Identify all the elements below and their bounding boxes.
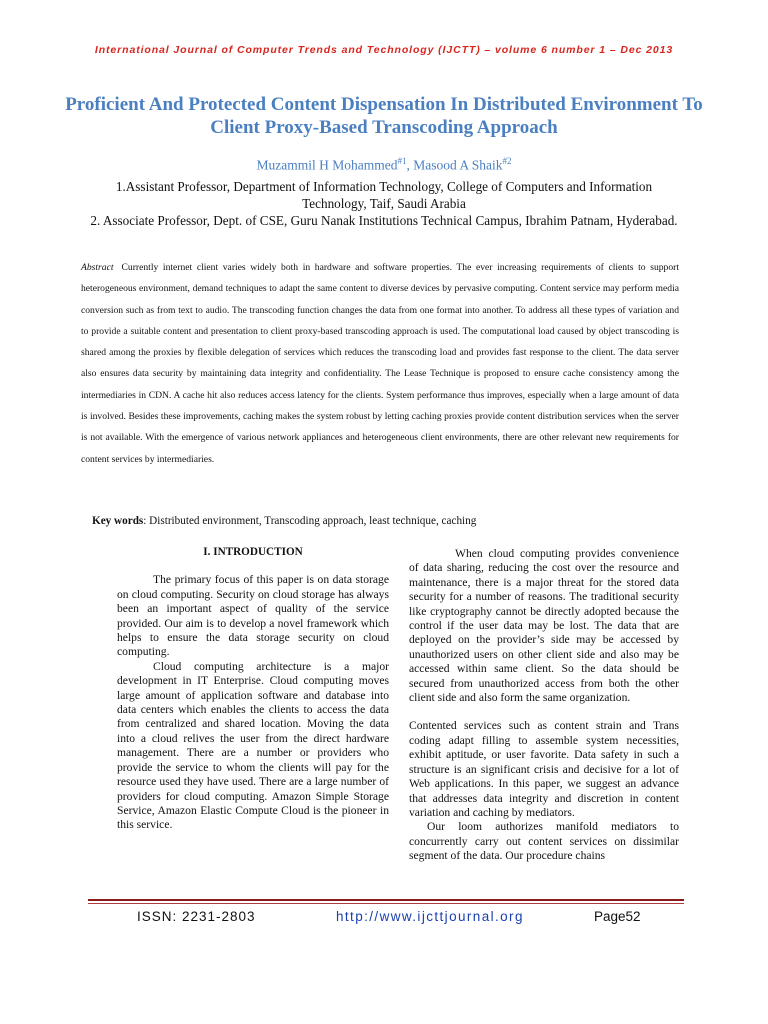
paragraph: Our loom authorizes manifold mediators to concurrently carry out content services on dissimilar segment of the data. Our procedure chains bbox=[409, 820, 679, 863]
section-heading-introduction: I. INTRODUCTION bbox=[203, 546, 303, 558]
abstract-text: Currently internet client varies widely both in hardware and software properties. The ever increasing requirements of clients to support heterogeneous environment, demand techniques to adapt the same content to diverse devices by pervasive computing. Content service may perform media conversion such as from text to audio. The transcoding function changes the data from one format into another. To address all these types of variation and to provide a suitable content and presentation to client proxy-based transcoding approach is used. The computational load caused by object transcoding is shared among the proxies by flexible delegation of services which reduces the transcoding load and provides fast response to the client. The data server also ensures data security by maintaining data integrity and confidentiality. The Lease Technique is proposed to ensure cache consistency among the intermediaries in CDN. A cache hit also reduces access latency for the clients. System performance thus improves, especially when a large amount of data is involved. Besides these improvements, caching makes the system robust by letting caching proxies provide content distribution services when the server is not available. With the emergence of various network appliances and heterogeneous client environments, there are other relevant new requirements for content services by intermediaries. bbox=[81, 262, 679, 465]
paragraph-gap bbox=[409, 705, 679, 719]
paper-title: Proficient And Protected Content Dispensation In Distributed Environment To Client Proxy-Based Transcoding Approach bbox=[65, 94, 703, 138]
abstract-label: Abstract bbox=[81, 262, 114, 273]
author-line bbox=[0, 156, 768, 174]
abstract bbox=[81, 257, 679, 470]
affiliation-2: 2. Associate Professor, Dept. of CSE, Guru Nanak Institutions Technical Campus, Ibrahim Patnam, Hyderabad. bbox=[90, 213, 678, 228]
affiliation-1: 1.Assistant Professor, Department of Information Technology, College of Computers and Information Technology, Taif, Saudi Arabia bbox=[115, 179, 653, 211]
paragraph: The primary focus of this paper is on data storage on cloud computing. Security on cloud storage has always been an important aspect of quality of the service provided. Our aim is to develop a novel framework which helps to ensure the data storage security on cloud computing. bbox=[117, 573, 389, 659]
journal-url-link[interactable]: http://www.ijcttjournal.org bbox=[336, 909, 524, 924]
footer-rule bbox=[88, 899, 684, 901]
keywords-text: : Distributed environment, Transcoding approach, least technique, caching bbox=[143, 515, 477, 527]
page-number: Page52 bbox=[594, 909, 641, 924]
left-column bbox=[117, 545, 389, 833]
author-2-superscript: #2 bbox=[502, 156, 512, 166]
keywords bbox=[92, 515, 692, 527]
author-1-superscript: #1 bbox=[397, 156, 407, 166]
author-1: Muzammil H Mohammed bbox=[256, 157, 398, 173]
paragraph: Cloud computing architecture is a major development in IT Enterprise. Cloud computing moves large amount of application software and database into data centers which enables the clients to access the data from centralized and shared location. Moving the data into a cloud relives the user from the direct hardware management. There are a number or providers who provide the service to whom the clients will pay for the resource used they have used. There are a large number of providers for cloud computing. Amazon Simple Storage Service, Amazon Elastic Compute Cloud is the pioneer in this service. bbox=[117, 659, 389, 832]
paragraph: Contented services such as content strain and Trans coding adapt filling to assemble system necessities, exhibit aptitude, or user favorite. Data safety in such a structure is an significant crisis and decisive for a lot of Web applications. In this paper, we suggest an advance that addresses data integrity and discretion in content variation and caching by mediators. bbox=[409, 719, 679, 819]
issn-number: ISSN: 2231-2803 bbox=[137, 909, 256, 924]
journal-header: International Journal of Computer Trends and Technology (IJCTT) – volume 6 number 1 – Dec 2013 bbox=[94, 44, 674, 56]
paragraph: When cloud computing provides convenience of data sharing, reducing the cost over the resource and maintenance, there is a major threat for the stored data security for a number of reasons. The traditional security like cryptography cannot be directly adopted because the control if the user data may be lost. The data that are deployed on the provider’s side may be accessed by unauthorized users on other client side and also may be accessed within same client. So the data should be secured from unauthorized access from both the other client side and also form the same organization. bbox=[409, 547, 679, 705]
author-separator: , bbox=[406, 157, 414, 173]
footer-rule-thin bbox=[88, 903, 684, 904]
right-column bbox=[409, 547, 679, 864]
author-2: Masood A Shaik bbox=[413, 157, 503, 173]
keywords-label: Key words bbox=[92, 515, 144, 527]
